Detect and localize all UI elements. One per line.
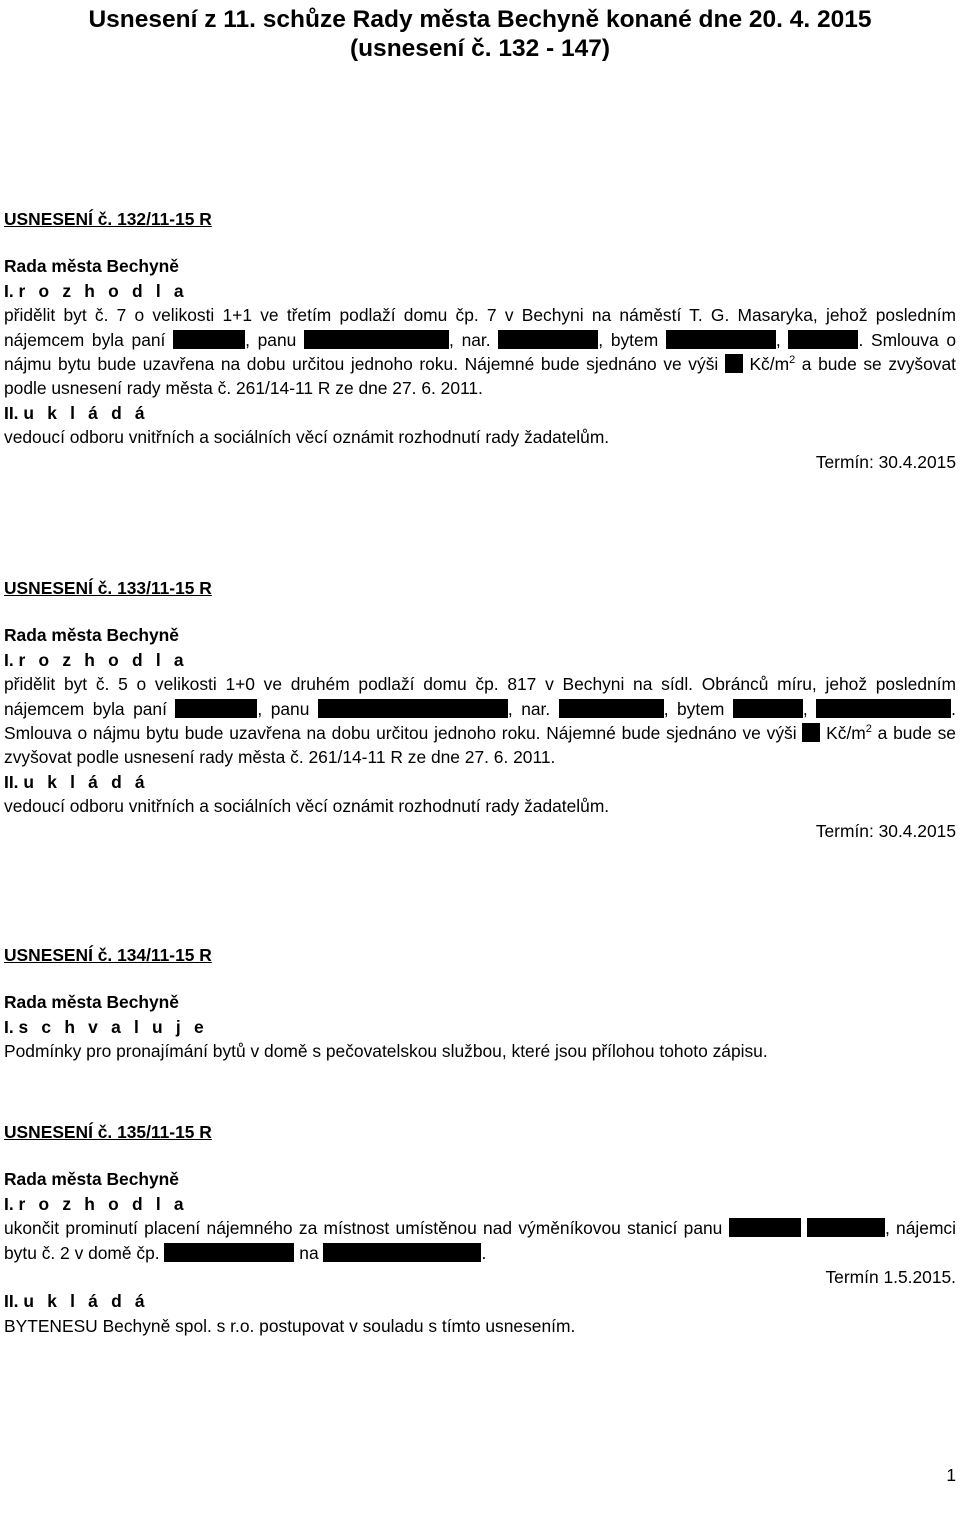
council-name: Rada města Bechyně bbox=[4, 625, 179, 646]
section-number: I. bbox=[4, 1193, 14, 1214]
redaction-bar bbox=[498, 330, 598, 349]
section-heading bbox=[4, 770, 956, 794]
redaction-bar bbox=[816, 699, 951, 718]
resolution-text: vedoucí odboru vnitřních a sociálních věcí oznámit rozhodnutí rady žadatelům. bbox=[4, 796, 610, 817]
redaction-bar bbox=[807, 1218, 885, 1237]
section-verb: r o z h o d l a bbox=[18, 1193, 188, 1214]
redaction-bar bbox=[788, 330, 858, 349]
section-heading bbox=[4, 279, 956, 303]
section-verb: r o z h o d l a bbox=[18, 649, 188, 670]
section-heading bbox=[4, 1192, 956, 1216]
resolution-133 bbox=[4, 576, 956, 843]
redaction-bar bbox=[666, 330, 776, 349]
section-verb: u k l á d á bbox=[23, 402, 149, 423]
resolution-text: BYTENESU Bechyně spol. s r.o. postupovat v souladu s tímto usnesením. bbox=[4, 1315, 576, 1336]
section-verb: r o z h o d l a bbox=[18, 280, 188, 301]
deadline: Termín: 30.4.2015 bbox=[815, 451, 956, 472]
resolution-text: vedoucí odboru vnitřních a sociálních věcí oznámit rozhodnutí rady žadatelům. bbox=[4, 427, 610, 448]
deadline: Termín 1.5.2015. bbox=[825, 1267, 956, 1288]
resolution-number: USNESENÍ č. 133/11-15 R bbox=[4, 578, 212, 598]
resolution-132 bbox=[4, 207, 956, 474]
council-name: Rada města Bechyně bbox=[4, 256, 179, 277]
section-verb: u k l á d á bbox=[23, 771, 149, 792]
redaction-bar bbox=[559, 699, 664, 718]
redaction-bar bbox=[802, 723, 820, 742]
section-heading bbox=[4, 648, 956, 672]
resolution-text: přidělit byt č. 7 o velikosti 1+1 ve třetím podlaží domu čp. 7 v Bechyni na náměstí T. G. Masaryka, jehož posledním nájemcem byla paní , panu , nar. , bytem , . Smlouva o nájmu bytu bude uzavřena na dobu určitou jednoho roku. Nájemné bude sjednáno ve výši $Kč/m^2$ a bude se zvyšovat podle usnesení rady města č. 261/14-11 R ze dne 27. 6. 2011. bbox=[4, 305, 957, 399]
redaction-bar bbox=[733, 699, 803, 718]
resolution-number: USNESENÍ č. 135/11-15 R bbox=[4, 1122, 212, 1142]
redaction-bar bbox=[725, 354, 743, 373]
section-number: II. bbox=[4, 402, 19, 423]
section-heading bbox=[4, 1289, 956, 1313]
redaction-bar bbox=[318, 699, 508, 718]
resolution-135 bbox=[4, 1120, 956, 1338]
redaction-bar bbox=[304, 330, 449, 349]
section-number: I. bbox=[4, 280, 14, 301]
council-name: Rada města Bechyně bbox=[4, 992, 179, 1013]
redaction-bar bbox=[175, 699, 257, 718]
section-verb: u k l á d á bbox=[23, 1291, 149, 1312]
section-number: II. bbox=[4, 771, 19, 792]
resolution-number: USNESENÍ č. 132/11-15 R bbox=[4, 209, 212, 229]
section-heading bbox=[4, 401, 956, 425]
resolution-number: USNESENÍ č. 134/11-15 R bbox=[4, 945, 212, 965]
council-name: Rada města Bechyně bbox=[4, 1169, 179, 1190]
resolution-134 bbox=[4, 943, 956, 1064]
title-line-2: (usnesení č. 132 - 147) bbox=[349, 34, 611, 62]
deadline: Termín: 30.4.2015 bbox=[815, 820, 956, 841]
resolution-text: ukončit prominutí placení nájemného za místnost umístěnou nad výměníkovou stanicí panu , nájemci bytu č. 2 v domě čp. na . bbox=[4, 1218, 956, 1263]
section-verb: s c h v a l u j e bbox=[18, 1016, 208, 1037]
section-number: II. bbox=[4, 1291, 19, 1312]
section-number: I. bbox=[4, 649, 14, 670]
title-line-1: Usnesení z 11. schůze Rady města Bechyně konané dne 20. 4. 2015 bbox=[88, 6, 872, 33]
resolution-text: Podmínky pro pronajímání bytů v domě s pečovatelskou službou, které jsou přílohou tohoto zápisu. bbox=[4, 1041, 768, 1062]
section-heading bbox=[4, 1015, 956, 1039]
page-number: 1 bbox=[946, 1465, 956, 1485]
redaction-bar bbox=[173, 330, 245, 349]
redaction-bar bbox=[323, 1243, 481, 1262]
resolution-text: přidělit byt č. 5 o velikosti 1+0 ve druhém podlaží domu čp. 817 v Bechyni na sídl. Obránců míru, jehož posledním nájemcem byla paní , panu , nar. , bytem , . Smlouva o nájmu bytu bude uzavřena na dobu určitou jednoho roku. Nájemné bude sjednáno ve výši $Kč/m^2$ a bude se zvyšovat podle usnesení rady města č. 261/14-11 R ze dne 27. 6. 2011. bbox=[4, 674, 956, 768]
redaction-bar bbox=[164, 1243, 294, 1262]
redaction-bar bbox=[729, 1218, 801, 1237]
section-number: I. bbox=[4, 1016, 14, 1037]
document-title bbox=[4, 6, 956, 63]
